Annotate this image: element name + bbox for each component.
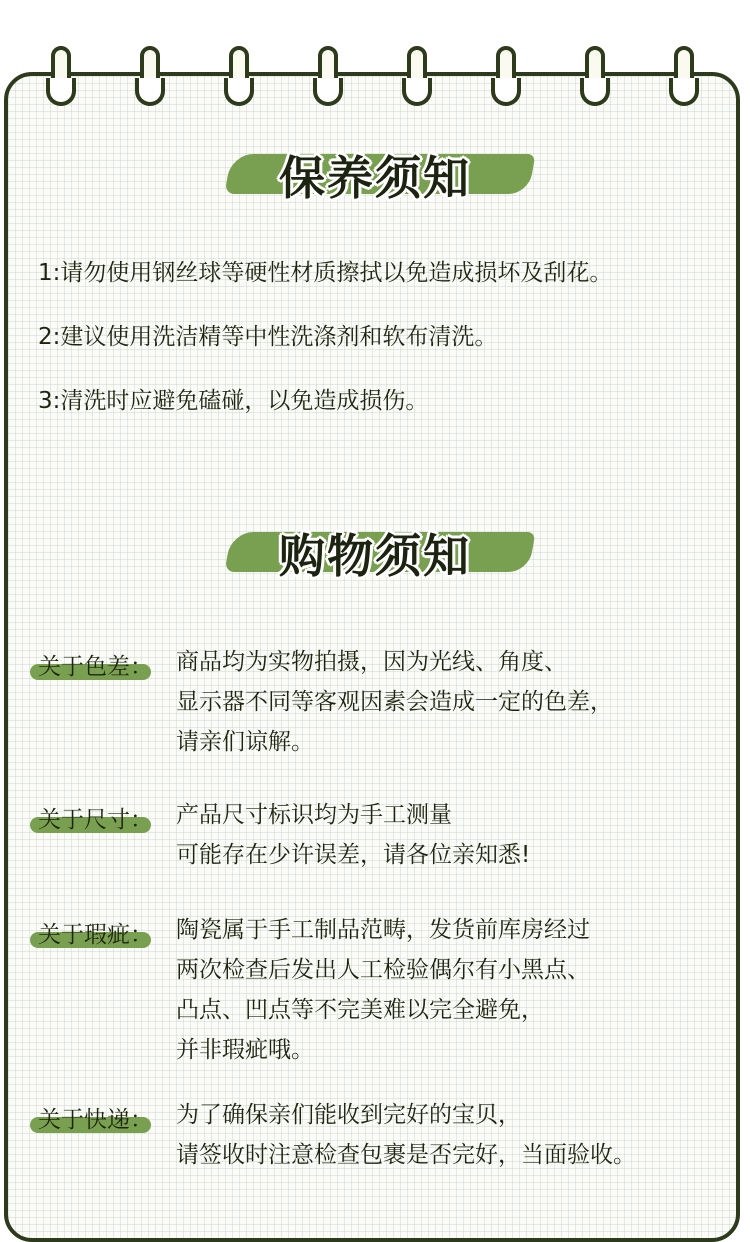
care-item: 1:请勿使用钢丝球等硬性材质擦拭以免造成损坏及刮花。 (38, 260, 613, 286)
binder-ring-icon (140, 46, 160, 104)
section-line: 可能存在少许误差，请各位亲知悉! (176, 842, 531, 868)
shopping-title: 购物须知 (279, 529, 471, 583)
section-label: 关于尺寸： (38, 807, 153, 833)
section-text (176, 642, 613, 762)
care-heading (0, 142, 750, 208)
section-line: 显示器不同等客观因素会造成一定的色差， (176, 689, 613, 715)
section-tag (28, 648, 153, 681)
section-line: 凸点、凹点等不完美难以完全避免， (176, 997, 544, 1023)
binder-ring-icon (496, 46, 516, 104)
section-label: 关于瑕疵： (38, 922, 153, 948)
section-line: 陶瓷属于手工制品范畴，发货前库房经过 (176, 917, 590, 943)
section-label: 关于快递： (38, 1107, 153, 1133)
shopping-heading (0, 520, 750, 586)
binder-ring-icon (318, 46, 338, 104)
section-line: 商品均为实物拍摄，因为光线、角度、 (176, 649, 567, 675)
section-text (176, 795, 530, 875)
section-line: 产品尺寸标识均为手工测量 (176, 802, 452, 828)
section-line: 请签收时注意检查包裹是否完好，当面验收。 (176, 1142, 636, 1168)
section-label: 关于色差： (38, 654, 153, 680)
section-line: 并非瑕疵哦。 (176, 1037, 314, 1063)
section-text (176, 1095, 636, 1175)
binder-ring-icon (407, 46, 427, 104)
section-line: 请亲们谅解。 (176, 729, 314, 755)
section-tag (28, 1101, 153, 1134)
section-text (176, 910, 590, 1070)
section-line: 为了确保亲们能收到完好的宝贝， (176, 1102, 521, 1128)
section-line: 两次检查后发出人工检验偶尔有小黑点、 (176, 957, 590, 983)
care-title: 保养须知 (279, 151, 471, 205)
binder-ring-icon (229, 46, 249, 104)
section-tag (28, 801, 153, 834)
binder-ring-icon (585, 46, 605, 104)
care-item: 2:建议使用洗洁精等中性洗涤剂和软布清洗。 (38, 324, 498, 350)
section-tag (28, 916, 153, 949)
binder-ring-icon (51, 46, 71, 104)
binder-ring-icon (674, 46, 694, 104)
care-item: 3:清洗时应避免磕碰，以免造成损伤。 (38, 388, 429, 414)
